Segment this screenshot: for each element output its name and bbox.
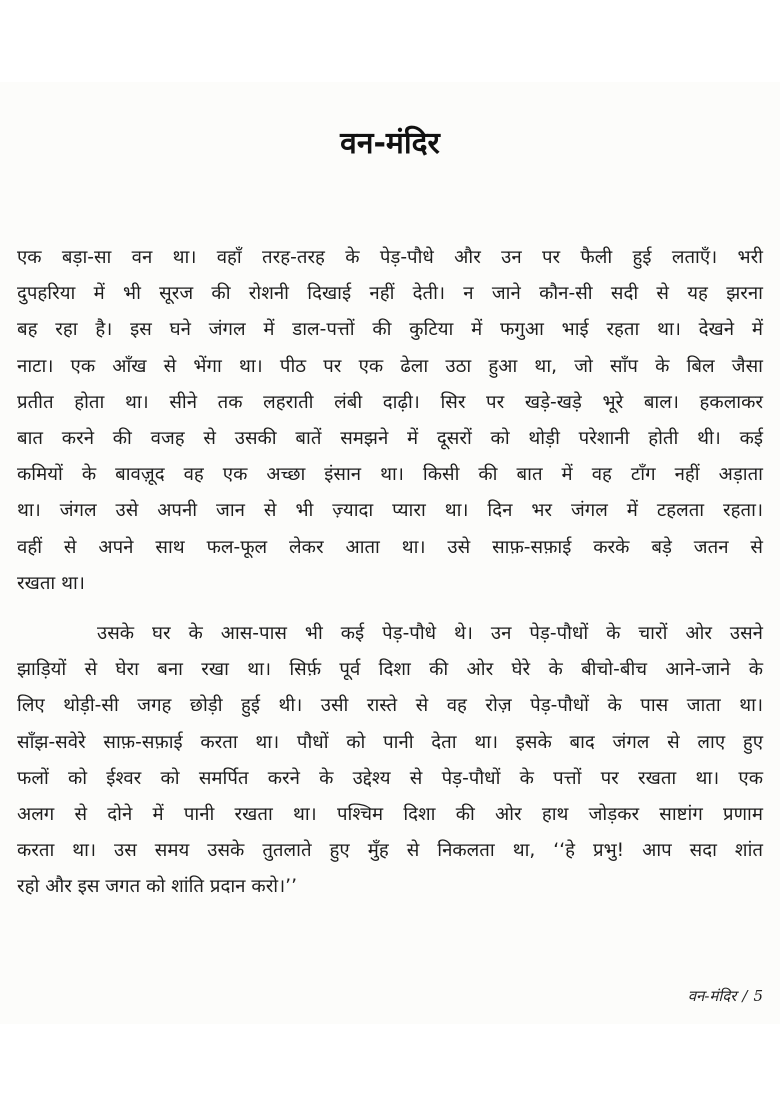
text-line: बात करने की वजह से उसकी बातें समझने में दूसरों को थोड़ी परेशानी होती थी। कई — [17, 428, 763, 450]
text-line: वहीं से अपने साथ फल-फूल लेकर आता था। उसे साफ़-सफ़ाई करके बड़े जतन से — [17, 536, 763, 558]
text-line: कमियों के बावज़ूद वह एक अच्छा इंसान था। किसी की बात में वह टाँग नहीं अड़ाता — [17, 464, 763, 486]
footer-separator: / — [742, 987, 748, 1005]
chapter-title: वन-मंदिर — [340, 126, 440, 161]
text-line: साँझ-सवेरे साफ़-सफ़ाई करता था। पौधों को पानी देता था। इसके बाद जंगल से लाए हुए — [17, 731, 763, 753]
text-line: करता था। उस समय उसके तुतलाते हुए मुँह से निकलता था, ‘‘हे प्रभु! आप सदा शांत — [17, 840, 763, 862]
paragraph-2 — [17, 616, 763, 906]
text-line: नाटा। एक आँख से भेंगा था। पीठ पर एक ढेला उठा हुआ था, जो साँप के बिल जैसा — [17, 355, 763, 377]
book-page — [0, 82, 780, 1024]
text-line: था। जंगल उसे अपनी जान से भी ज़्यादा प्यारा था। दिन भर जंगल में टहलता रहता। — [17, 500, 763, 522]
text-line: दुपहरिया में भी सूरज की रोशनी दिखाई नहीं देती। न जाने कौन-सी सदी से यह झरना — [17, 283, 763, 305]
text-line: अलग से दोने में पानी रखता था। पश्चिम दिशा की ओर हाथ जोड़कर साष्टांग प्रणाम — [17, 804, 763, 826]
text-line: झाड़ियों से घेरा बना रखा था। सिर्फ़ पूर्व दिशा की ओर घेरे के बीचो-बीच आने-जाने के — [17, 659, 763, 681]
text-line: रहो और इस जगत को शांति प्रदान करो।’’ — [17, 876, 297, 898]
text-line: रखता था। — [17, 572, 85, 594]
text-line: एक बड़ा-सा वन था। वहाँ तरह-तरह के पेड़-पौधे और उन पर फैली हुई लताएँ। भरी — [17, 247, 763, 268]
text-line: फलों को ईश्वर को समर्पित करने के उद्देश्य से पेड़-पौधों के पत्तों पर रखता था। एक — [17, 767, 763, 789]
text-line: प्रतीत होता था। सीने तक लहराती लंबी दाढ़ी। सिर पर खड़े-खड़े भूरे बाल। हकलाकर — [17, 391, 763, 413]
text-line: बह रहा है। इस घने जंगल में डाल-पत्तों की कुटिया में फगुआ भाई रहता था। देखने में — [17, 319, 763, 341]
text-line: लिए थोड़ी-सी जगह छोड़ी हुई थी। उसी रास्ते से वह रोज़ पेड़-पौधों के पास जाता था। — [17, 695, 763, 717]
page-number: 5 — [753, 987, 763, 1005]
running-title: वन-मंदिर — [687, 987, 737, 1005]
text-line: उसके घर के आस-पास भी कई पेड़-पौधे थे। उन पेड़-पौधों के चारों ओर उसने — [97, 623, 763, 645]
paragraph-1 — [17, 240, 763, 602]
page-footer — [688, 986, 763, 1006]
body-text — [17, 240, 763, 906]
